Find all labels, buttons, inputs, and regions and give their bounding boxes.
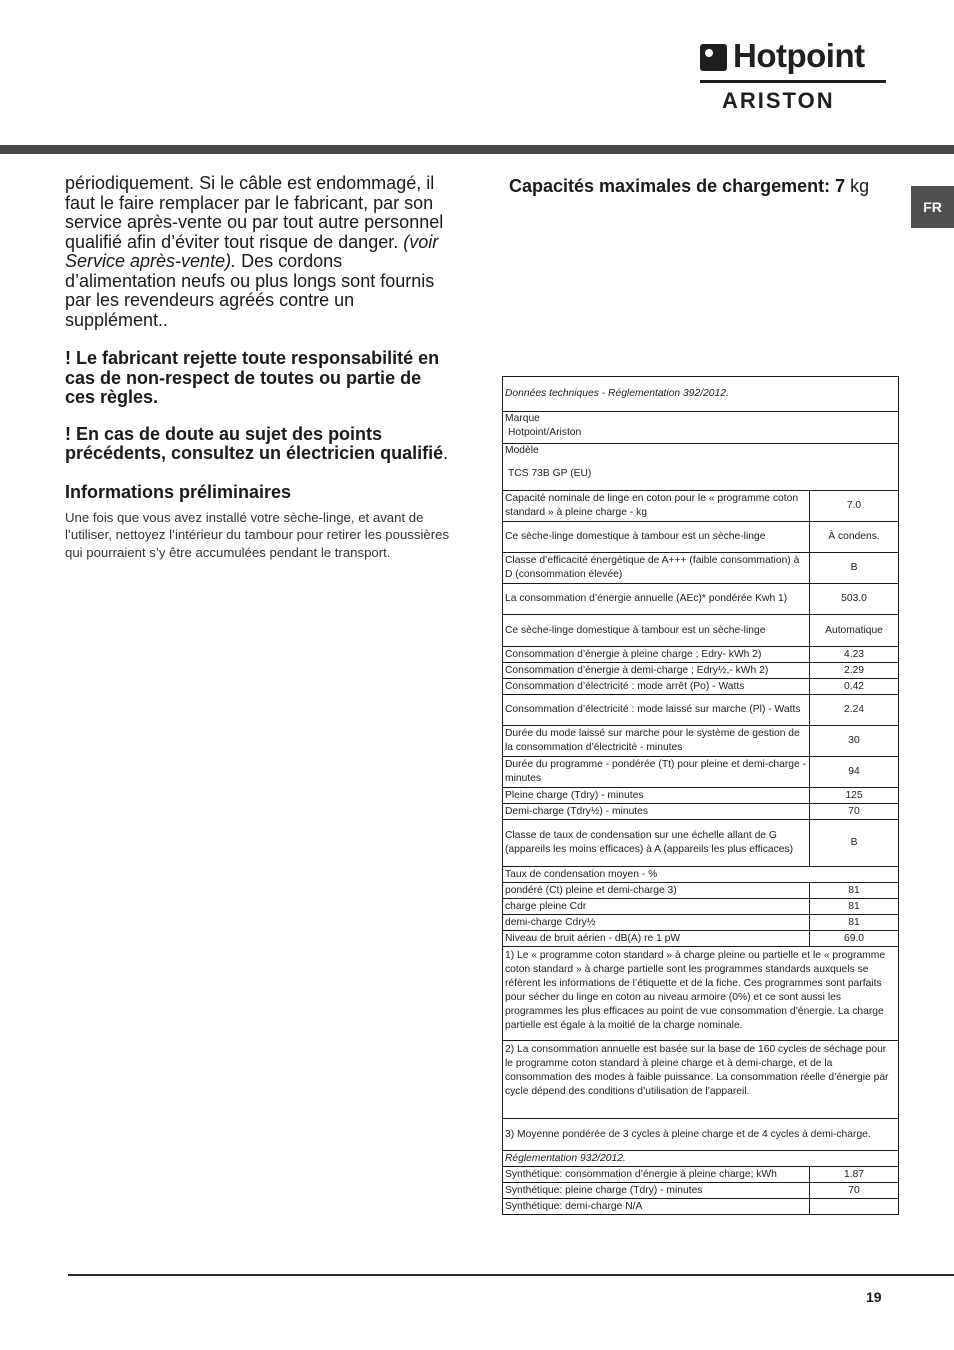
table-row-value: 1.87 <box>810 1167 899 1183</box>
table-row-value: 125 <box>810 788 899 804</box>
language-tab: FR <box>911 186 954 228</box>
brand-logo <box>700 38 888 114</box>
table-row-label: Classe d’efficacité énergétique de A+++ (faible consommation) à D (consommation élevée) <box>503 553 810 584</box>
table-row-label: Ce sèche-linge domestique à tambour est un sèche-linge <box>503 522 810 553</box>
brand-cell: Marque Hotpoint/Ariston <box>503 412 899 444</box>
footnote-3: 3) Moyenne pondérée de 3 cycles à pleine charge et de 4 cycles à demi-charge. <box>503 1119 899 1151</box>
table-row-label: Consommation d’électricité : mode laissé sur marche (Pl) - Watts <box>503 695 810 726</box>
table-row-label: Capacité nominale de linge en coton pour le « programme coton standard » à pleine charge - kg <box>503 491 810 522</box>
footnote-1: 1) Le « programme coton standard » à charge pleine ou partielle et le « programme coton standard » à charge partielle sont les programmes standards auxquels se réfèrent les informations de l’étiquette et de la fiche. Ces programmes sont parfaits pour sécher du linge en coton au niveau armoire (0%) et ce sont aussi les programmes les plus efficaces au point de vue consommation d’énergie. La charge partielle est égale à la moitié de la charge nominale. <box>503 947 899 1041</box>
table-row-label: Niveau de bruit aérien - dB(A) re 1 pW <box>503 931 810 947</box>
brand-sub: ARISTON <box>722 88 835 113</box>
table-row-value-empty <box>810 1199 899 1215</box>
table-title: Données techniques - Réglementation 392/2012. <box>503 377 899 412</box>
model-cell: Modèle TCS 73B GP (EU) <box>503 444 899 491</box>
table-row-value: 2.24 <box>810 695 899 726</box>
warning-liability: ! Le fabricant rejette toute responsabilité en cas de non-respect de toutes ou partie de ces règles. <box>65 348 440 407</box>
table-row-value: 0.42 <box>810 679 899 695</box>
table-row-value: 81 <box>810 915 899 931</box>
regulation-title: Réglementation 932/2012. <box>503 1151 899 1167</box>
table-row-label: pondéré (Ct) pleine et demi-charge 3) <box>503 883 810 899</box>
table-row-value: 81 <box>810 883 899 899</box>
intro-paragraph: périodiquement. Si le câble est endommagé, il faut le faire remplacer par le fabricant, par son service après-vente ou par tout autre personnel qualifié afin d’éviter tout risque de danger. (voir Service après-vente). Des cordons d’alimentation neufs ou plus longs sont fournis par les revendeurs agréés contre un supplément.. <box>65 173 444 330</box>
table-row-value: 81 <box>810 899 899 915</box>
table-row-value: 94 <box>810 757 899 788</box>
table-row-value: 7.0 <box>810 491 899 522</box>
footer-rule <box>68 1274 954 1276</box>
section-text: Une fois que vous avez installé votre sèche-linge, et avant de l’utiliser, nettoyez l’intérieur du tambour pour retirer les poussières qui pourraient s’y être accumulées pendant le transport. <box>65 509 450 560</box>
brand-name: Hotpoint <box>733 37 865 74</box>
table-row-value: 503.0 <box>810 584 899 615</box>
table-row-label: Classe de taux de condensation sur une échelle allant de G (appareils les moins efficaces) à A (appareils les plus efficaces) <box>503 820 810 867</box>
condensation-label: Taux de condensation moyen - % <box>503 867 899 883</box>
brand-mark-icon <box>700 44 727 71</box>
table-row-label: Consommation d’énergie à demi-charge ; Edry½,- kWh 2) <box>503 663 810 679</box>
table-row-label: Synthétique: pleine charge (Tdry) - minutes <box>503 1183 810 1199</box>
table-row-value: B <box>810 553 899 584</box>
left-column <box>65 174 455 561</box>
section-title: Informations préliminaires <box>65 481 292 502</box>
table-row-label: Pleine charge (Tdry) - minutes <box>503 788 810 804</box>
tech-data-table <box>502 376 899 1215</box>
table-row-value: À condens. <box>810 522 899 553</box>
table-row-label: Consommation d’électricité : mode arrêt (Po) - Watts <box>503 679 810 695</box>
table-row-label: La consommation d’énergie annuelle (AEc)* pondérée Kwh 1) <box>503 584 810 615</box>
table-row-value: 70 <box>810 1183 899 1199</box>
capacity-heading: Capacités maximales de chargement: 7 kg <box>509 176 870 196</box>
header-bar <box>0 145 954 154</box>
footnote-2: 2) La consommation annuelle est basée sur la base de 160 cycles de séchage pour le programme coton standard à pleine charge et à demi-charge, et de la consommation des modes à faible puissance. La consommation réelle d’énergie par cycle dépend des conditions d’utilisation de l’appareil. <box>503 1041 899 1119</box>
table-row-label: Synthétique: consommation d’énergie à pleine charge; kWh <box>503 1167 810 1183</box>
table-row-label: Ce sèche-linge domestique à tambour est un sèche-linge <box>503 615 810 647</box>
table-row-label: charge pleine Cdr <box>503 899 810 915</box>
table-row-value: B <box>810 820 899 867</box>
page-number: 19 <box>866 1289 882 1305</box>
table-row-label: Durée du mode laissé sur marche pour le système de gestion de la consommation d’électricité - minutes <box>503 726 810 757</box>
table-row-label: demi-charge Cdry½ <box>503 915 810 931</box>
table-row-label: Durée du programme - pondérée (Tt) pour pleine et demi-charge - minutes <box>503 757 810 788</box>
table-row-value: 69.0 <box>810 931 899 947</box>
warning-doubt: ! En cas de doute au sujet des points précédents, consultez un électricien qualifié. <box>65 423 449 463</box>
table-row-value: 30 <box>810 726 899 757</box>
table-row-value: Automatique <box>810 615 899 647</box>
table-row-value: 70 <box>810 804 899 820</box>
synthetic-half-load: Synthétique: demi-charge N/A <box>503 1199 810 1215</box>
table-row-label: Consommation d’énergie à pleine charge ; Edry- kWh 2) <box>503 647 810 663</box>
table-row-value: 4.23 <box>810 647 899 663</box>
table-row-label: Demi-charge (Tdry½) - minutes <box>503 804 810 820</box>
brand-rule <box>700 80 886 83</box>
table-row-value: 2.29 <box>810 663 899 679</box>
